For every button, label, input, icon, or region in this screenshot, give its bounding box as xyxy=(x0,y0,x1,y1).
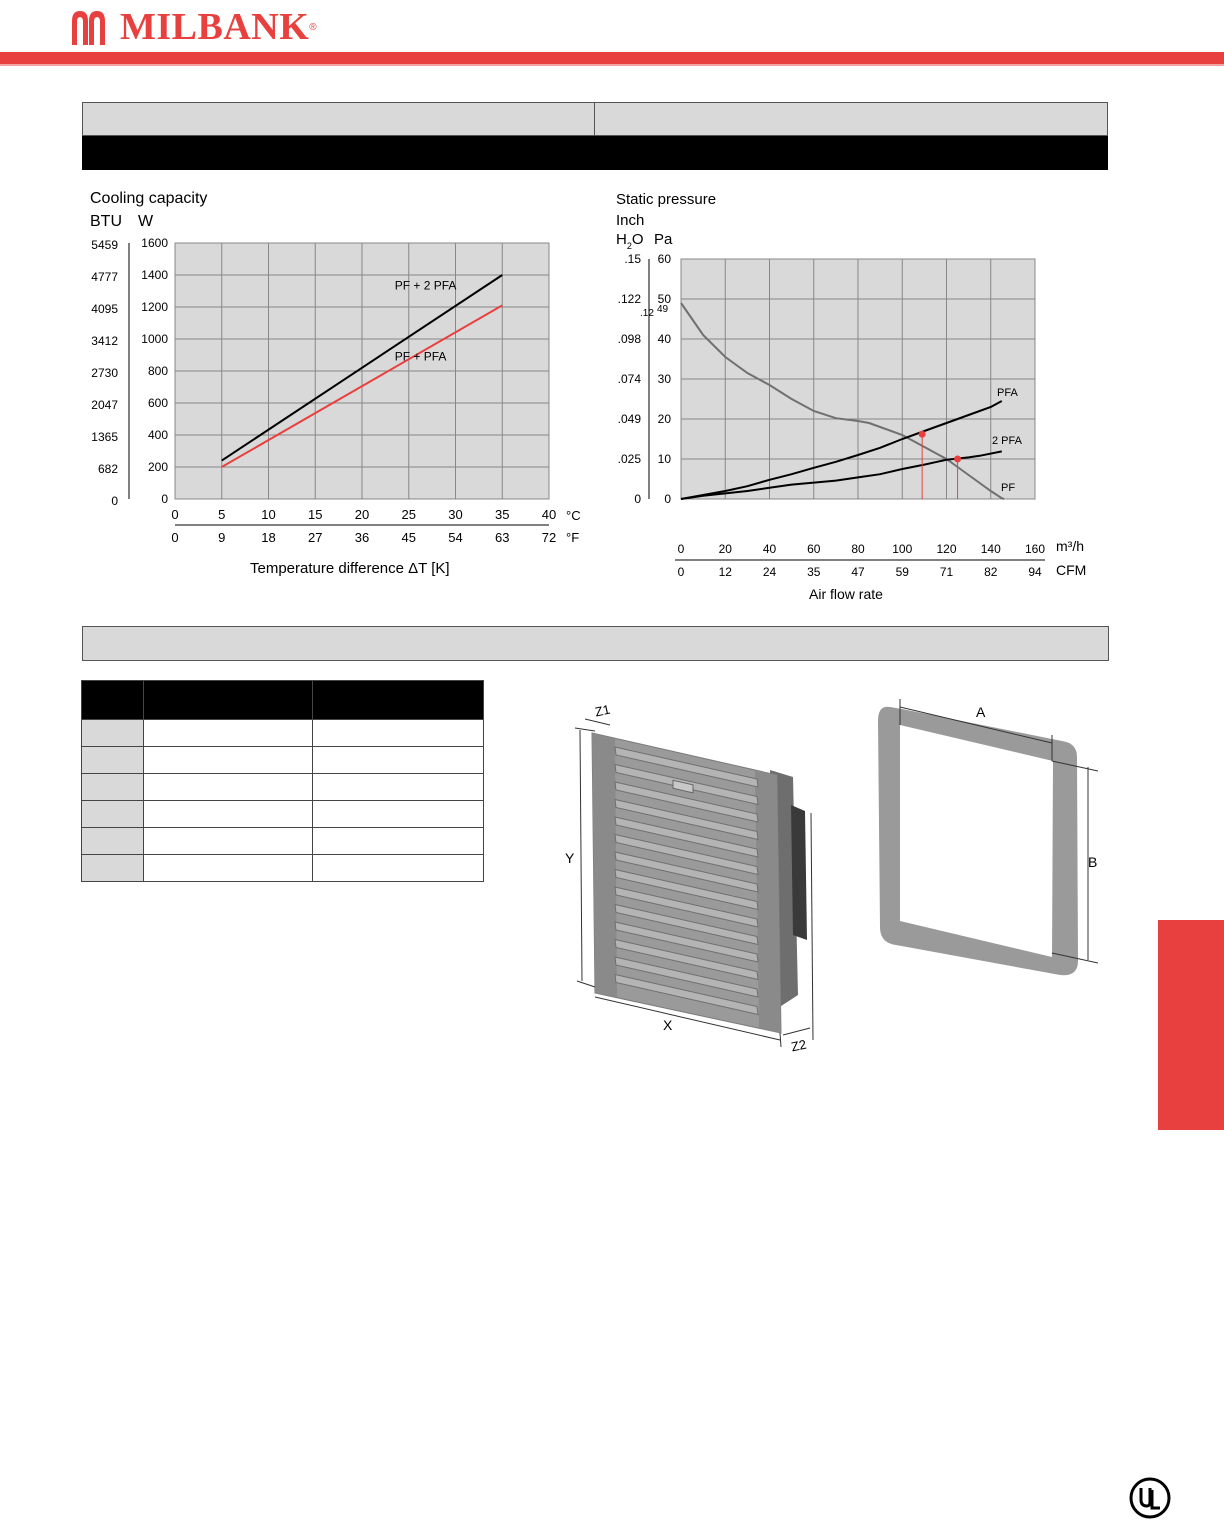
table-row xyxy=(82,720,484,747)
table-row xyxy=(82,855,484,882)
table-row xyxy=(82,774,484,801)
chart2-xtick-m3: 40 xyxy=(762,542,777,556)
brand-name: MILBANK xyxy=(120,6,310,48)
chart2-ytick-inch: .025 xyxy=(617,452,641,466)
chart1-ytick-w: 400 xyxy=(147,428,168,442)
chart1-ytick-w: 0 xyxy=(161,492,168,506)
chart1-ytick-w: 200 xyxy=(147,460,168,474)
dim-z1-label: Z1 xyxy=(593,701,612,720)
chart1-ytick-w: 1400 xyxy=(141,268,168,282)
chart2-unit-cfm: CFM xyxy=(1056,562,1087,578)
chart2-ytick-pa: 0 xyxy=(664,492,671,506)
chart2-xtick-m3: 20 xyxy=(718,542,732,556)
chart2-ytick-inch: .122 xyxy=(617,292,641,306)
table-header-cell xyxy=(82,681,144,720)
chart2-unit-m3: m³/h xyxy=(1056,538,1084,554)
chart2-y-ticks xyxy=(618,252,672,506)
chart1-ytick-btu: 3412 xyxy=(91,334,118,348)
chart1-xtick-f: 0 xyxy=(171,530,179,545)
dim-z1-line xyxy=(585,719,610,725)
dim-x-label: X xyxy=(663,1017,673,1033)
chart2-xtick-m3: 100 xyxy=(892,542,913,556)
ul-listed-icon xyxy=(1128,1476,1172,1520)
table-row xyxy=(82,747,484,774)
chart2-ytick-inch: 0 xyxy=(634,492,641,506)
chart1-ytick-w: 1600 xyxy=(141,236,168,250)
chart1-ytick-w: 600 xyxy=(147,396,168,410)
dim-y-ext-top xyxy=(575,728,595,731)
table-row xyxy=(82,828,484,855)
dim-z2-line xyxy=(783,1028,810,1035)
chart1-xtick-c: 5 xyxy=(218,507,226,522)
chart1-xtick-f: 63 xyxy=(495,530,510,545)
chart2-xtick-m3: 80 xyxy=(851,542,865,556)
chart2-pa-label: Pa xyxy=(654,231,673,248)
chart1-series-label: PF + PFA xyxy=(394,349,447,364)
chart2-extra-tick-pa: 49 xyxy=(657,304,669,315)
chart2-ytick-inch: .098 xyxy=(617,332,641,346)
spec-header-bar xyxy=(82,102,1108,136)
chart2-xtick-cfm: 94 xyxy=(1028,565,1042,579)
chart2-xtick-m3: 120 xyxy=(936,542,957,556)
chart2-ytick-inch: .074 xyxy=(617,372,641,386)
chart1-ytick-btu: 0 xyxy=(111,494,118,508)
section-side-tab xyxy=(1158,920,1224,1130)
chart1-ytick-btu: 2730 xyxy=(91,366,118,380)
dim-z2-label: Z2 xyxy=(789,1036,808,1055)
chart1-xtick-f: 18 xyxy=(261,530,276,545)
static-pressure-chart xyxy=(600,180,1110,610)
chart1-ytick-btu: 4095 xyxy=(91,302,118,316)
fan-grille-edge-right xyxy=(755,770,781,1033)
chart2-xtick-cfm: 59 xyxy=(895,565,909,579)
dim-y-line xyxy=(580,730,582,981)
chart1-xtick-c: 40 xyxy=(541,507,557,522)
chart1-ytick-btu: 1365 xyxy=(91,430,118,444)
chart1-xtick-c: 25 xyxy=(401,507,416,522)
chart2-xtick-cfm: 47 xyxy=(851,565,865,579)
dim-a-label: A xyxy=(976,704,986,720)
chart1-ytick-btu: 682 xyxy=(97,462,118,476)
chart2-xtick-cfm: 82 xyxy=(984,565,998,579)
chart1-xtick-f: 36 xyxy=(354,530,370,545)
chart1-ytick-w: 800 xyxy=(147,364,168,378)
chart1-xtick-f: 54 xyxy=(448,530,463,545)
chart2-ytick-pa: 50 xyxy=(657,292,671,306)
header-red-line xyxy=(0,64,1224,66)
chart1-x-ticks xyxy=(171,507,556,545)
dim-y-label: Y xyxy=(565,850,575,866)
chart2-series-label: 2 PFA xyxy=(992,435,1022,447)
chart1-xlabel: Temperature difference ΔT [K] xyxy=(250,560,450,577)
fan-motor-body xyxy=(791,805,807,940)
dimensions-header-bar xyxy=(82,626,1109,661)
cutout-opening xyxy=(900,725,1053,957)
header-red-bar xyxy=(0,52,1224,64)
chart1-xtick-f: 72 xyxy=(541,530,557,545)
chart2-inch-label: Inch xyxy=(616,212,645,229)
dim-x-ext-right xyxy=(780,1033,781,1047)
chart1-xtick-f: 27 xyxy=(308,530,323,545)
dimension-table xyxy=(81,680,484,882)
chart1-w-label: W xyxy=(138,213,154,230)
fan-dimension-drawing xyxy=(555,695,845,1060)
chart2-xtick-cfm: 71 xyxy=(939,565,954,579)
table-header-cell xyxy=(144,681,313,720)
chart2-title: Static pressure xyxy=(616,191,717,208)
table-row xyxy=(82,801,484,828)
chart1-title: Cooling capacity xyxy=(90,190,208,207)
brand-logo xyxy=(70,6,317,48)
table-header-cell xyxy=(313,681,484,720)
chart1-xtick-c: 10 xyxy=(261,507,276,522)
chart1-btu-label: BTU xyxy=(90,213,122,230)
chart1-xtick-c: 0 xyxy=(171,507,179,522)
chart2-xtick-m3: 0 xyxy=(677,542,685,556)
chart2-series-label: PFA xyxy=(997,387,1018,399)
cutout-dimension-drawing xyxy=(860,695,1110,995)
chart2-xtick-cfm: 35 xyxy=(807,565,821,579)
chart1-xtick-f: 45 xyxy=(401,530,416,545)
chart1-unit-c: °C xyxy=(566,508,581,523)
chart1-unit-f: °F xyxy=(566,530,580,545)
chart1-series-label: PF + 2 PFA xyxy=(394,278,457,293)
chart2-ytick-pa: 10 xyxy=(657,452,671,466)
cooling-capacity-chart xyxy=(80,180,590,590)
chart2-ytick-pa: 30 xyxy=(657,372,671,386)
brand-registered: ® xyxy=(309,21,317,33)
chart1-xtick-f: 9 xyxy=(218,530,226,545)
dim-b-label: B xyxy=(1088,854,1098,870)
chart1-ytick-btu: 5459 xyxy=(91,238,118,252)
chart2-xlabel: Air flow rate xyxy=(809,586,883,602)
chart1-xtick-c: 20 xyxy=(354,507,370,522)
spec-header-divider xyxy=(594,102,595,136)
chart2-xtick-cfm: 12 xyxy=(718,565,732,579)
chart2-xtick-cfm: 24 xyxy=(762,565,777,579)
chart2-extra-tick-inch: .12 xyxy=(640,308,654,319)
chart1-xtick-c: 35 xyxy=(495,507,510,522)
chart2-h2o-label: $H_2O$ xyxy=(616,231,644,251)
chart2-ytick-inch: .049 xyxy=(617,412,641,426)
fan-grille-edge-left xyxy=(592,733,617,997)
chart1-ytick-w: 1200 xyxy=(141,300,168,314)
chart2-xtick-cfm: 0 xyxy=(677,565,685,579)
chart1-ytick-btu: 2047 xyxy=(91,398,118,412)
dimension-table-header xyxy=(82,681,484,720)
chart1-xtick-c: 30 xyxy=(448,507,463,522)
chart2-series-label: PF xyxy=(1001,482,1016,494)
chart2-operating-point xyxy=(919,431,926,438)
chart1-xtick-c: 15 xyxy=(308,507,323,522)
chart1-y-ticks xyxy=(91,236,168,508)
spec-subheader-bar xyxy=(82,136,1108,170)
dim-y-ext-bottom xyxy=(577,981,595,987)
chart1-ytick-btu: 4777 xyxy=(91,270,118,284)
chart2-xtick-m3: 60 xyxy=(807,542,821,556)
milbank-arches-icon xyxy=(70,7,120,47)
chart2-ytick-pa: 60 xyxy=(657,252,671,266)
chart2-operating-point xyxy=(954,456,961,463)
chart2-ytick-inch: .15 xyxy=(624,252,641,266)
chart2-ytick-pa: 40 xyxy=(657,332,671,346)
chart2-ytick-pa: 20 xyxy=(657,412,671,426)
chart1-ytick-w: 1000 xyxy=(141,332,168,346)
dim-z2-ext xyxy=(811,813,813,1040)
chart2-xtick-m3: 140 xyxy=(980,542,1001,556)
chart2-xtick-m3: 160 xyxy=(1024,542,1046,556)
